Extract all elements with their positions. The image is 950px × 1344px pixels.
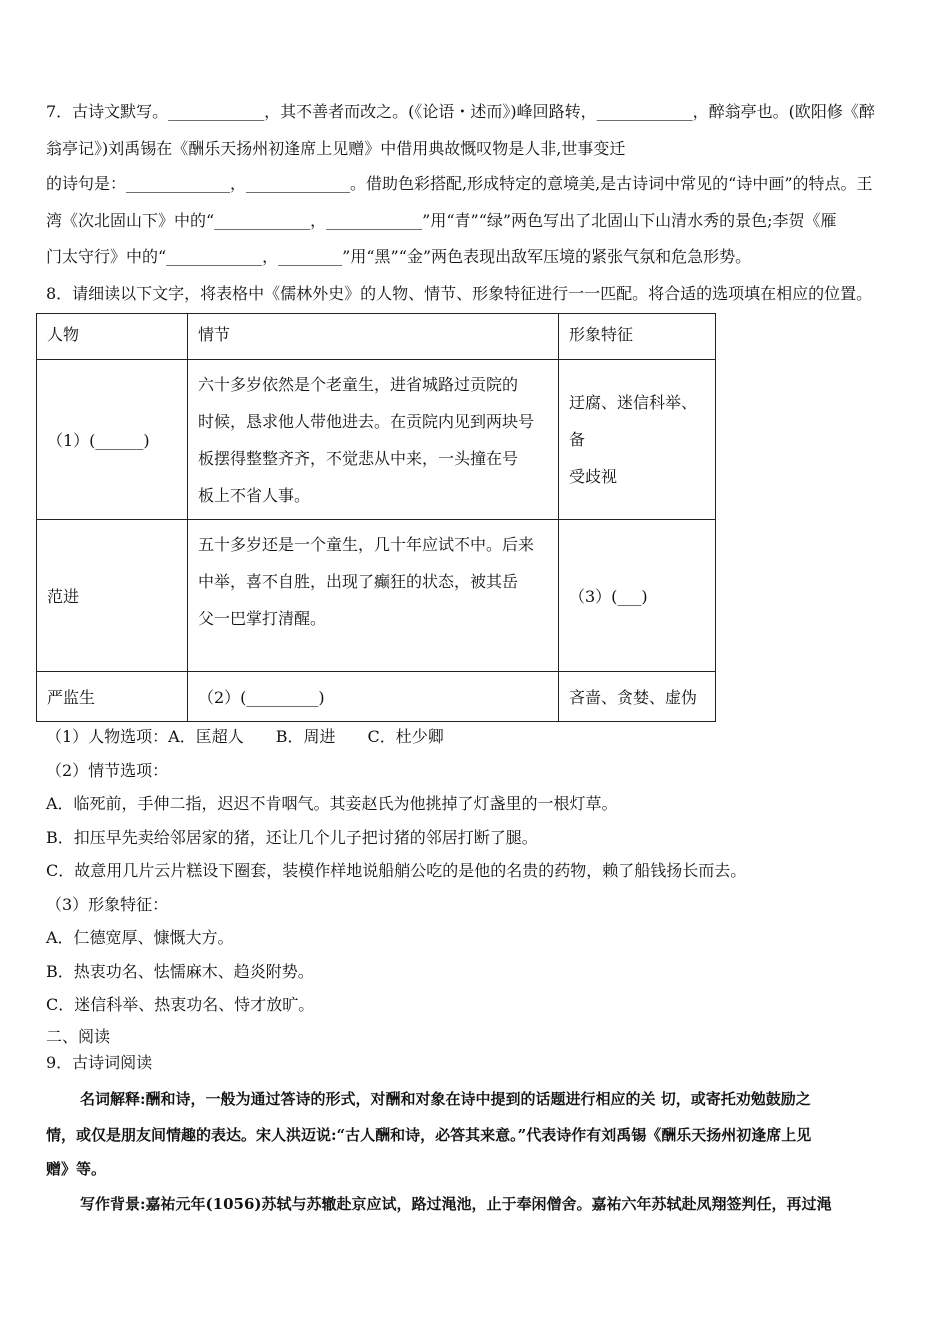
paragraph-line: 情，或仅是朋友间情趣的表达。宋人洪迈说:“古人酬和诗，必答其来意。”代表诗作有刘禹锡《酬乐天扬州初逢席上见 (46, 1126, 812, 1144)
header-plot: 情节 (188, 314, 559, 360)
q8-option-5: C．故意用几片云片糕设下圈套，装模作样地说船艄公吃的是他的名贵的药物，赖了船钱扬长而去。 (46, 861, 747, 880)
paragraph-line: 写作背景:嘉祐元年(1056)苏轼与苏辙赴京应试，路过渑池，止于奉闲僧舍。嘉祐六年苏轼赴凤翔签判任，再过渑 (80, 1195, 832, 1213)
row2-plot (188, 520, 559, 672)
q7-line-5: 门太守行》中的“____________，________”用“黑”“金”两色表现出敌军压境的紧张气氛和危急形势。 (46, 247, 752, 266)
q7-line-4: 湾《次北固山下》中的“____________，____________”用“青”“绿”两色写出了北固山下山清水秀的景色;李贺《雁 (46, 211, 837, 230)
row1-plot (188, 360, 559, 520)
paragraph-line: 名词解释:酬和诗，一般为通过答诗的形式，对酬和对象在诗中提到的话题进行相应的关 切，或寄托劝勉鼓励之 (80, 1090, 811, 1108)
paragraph-line: 赠》等。 (46, 1160, 107, 1178)
row3-plot: （2）(_________) (188, 672, 559, 722)
table-row (37, 520, 716, 672)
q8-option-7: A．仁德宽厚、慷慨大方。 (46, 928, 234, 947)
plot-line: 时候，恳求他人带他进去。在贡院内见到两块号 (198, 411, 535, 431)
table-row (37, 672, 716, 722)
table-row (37, 360, 716, 520)
q8-option-3: A．临死前，手伸二指，迟迟不肯咽气。其妾赵氏为他挑掉了灯盏里的一根灯草。 (46, 794, 618, 813)
row3-person: 严监生 (37, 672, 188, 722)
header-person: 人物 (37, 314, 188, 360)
matching-table (36, 313, 716, 722)
row1-person: （1）(______) (37, 360, 188, 520)
plot-line: 六十多岁依然是个老童生，进省城路过贡院的 (198, 374, 519, 394)
q7-line-1: 7．古诗文默写。____________，其不善者而改之。(《论语・述而》)峰回路转，____________，醉翁亭也。(欧阳修《醉 (46, 102, 875, 121)
q7-line-2: 翁亭记》)刘禹锡在《酬乐天扬州初逢席上见赠》中借用典故慨叹物是人非,世事变迁 (46, 139, 626, 158)
section-title: 二、阅读 (46, 1027, 111, 1046)
q7-line-3: 的诗句是：_____________，_____________。借助色彩搭配,形成特定的意境美,是古诗词中常见的“诗中画”的特点。王 (46, 174, 873, 193)
plot-line: 父一巴掌打清醒。 (198, 609, 327, 628)
header-trait: 形象特征 (559, 314, 716, 360)
q8-option-4: B．扣压早先卖给邻居家的猪，还让几个儿子把讨猪的邻居打断了腿。 (46, 828, 538, 847)
table-header-row (37, 314, 716, 360)
q8-option-6: （3）形象特征： (46, 895, 169, 914)
q8-option-8: B．热衷功名、怯懦麻木、趋炎附势。 (46, 962, 314, 981)
trait-line: 迂腐、迷信科举、备 (569, 393, 698, 449)
q9-title: 9．古诗词阅读 (46, 1053, 153, 1072)
row2-trait: （3）(___) (559, 520, 716, 672)
q8-option-2: （2）情节选项： (46, 761, 169, 780)
plot-line: 五十多岁还是一个童生，几十年应试不中。后来 (198, 535, 535, 554)
row1-trait (559, 360, 716, 520)
q8-prompt: 8．请细读以下文字，将表格中《儒林外史》的人物、情节、形象特征进行一一匹配。将合适的选项填在相应的位置。 (46, 284, 873, 303)
q8-option-9: C．迷信科举、热衷功名、恃才放旷。 (46, 995, 315, 1014)
plot-line: 板上不省人事。 (198, 485, 311, 505)
row3-trait: 吝啬、贪婪、虚伪 (559, 672, 716, 722)
trait-line: 受歧视 (569, 467, 618, 486)
q8-option-1: （1）人物选项：A．匡超人 B．周进 C．杜少卿 (46, 727, 444, 746)
plot-line: 板摆得整整齐齐，不觉悲从中来，一头撞在号 (198, 448, 519, 468)
row2-person: 范进 (37, 520, 188, 672)
plot-line: 中举，喜不自胜，出现了癫狂的状态，被其岳 (198, 572, 519, 591)
